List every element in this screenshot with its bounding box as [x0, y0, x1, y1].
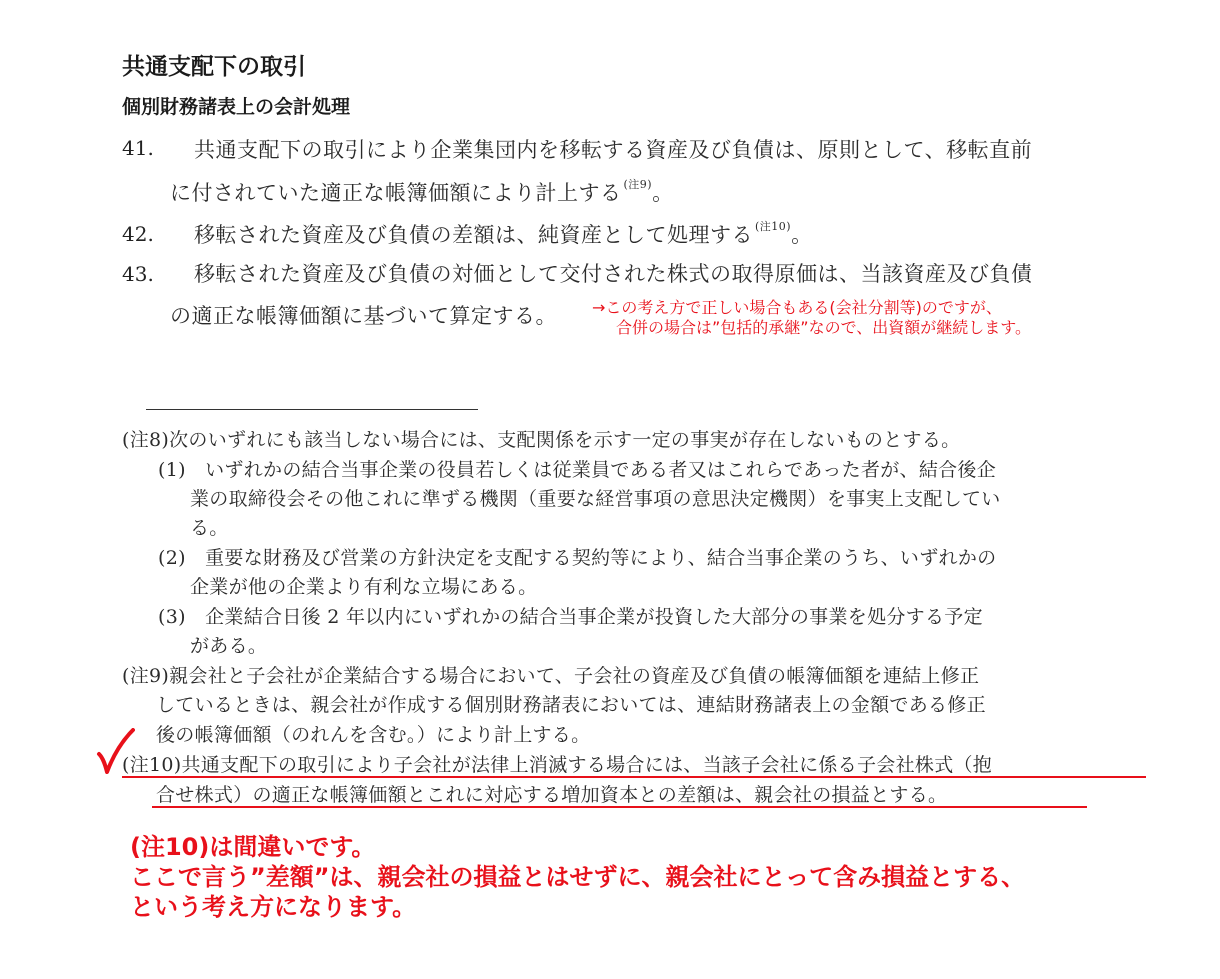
red-underline — [152, 806, 1087, 808]
note-line: (注10)共通支配下の取引により子会社が法律上消滅する場合には、当該子会社に係る子会社株式（抱 — [122, 754, 993, 776]
note-line: 業の取締役会その他これに準ずる機関（重要な経営事項の意思決定機関）を事実上支配してい — [190, 488, 1001, 510]
paragraph-line — [170, 176, 674, 207]
note-line: (注9)親会社と子会社が企業結合する場合において、子会社の資産及び負債の帳簿価額を連結上修正 — [122, 665, 980, 687]
paragraph-number: 43. — [122, 262, 154, 286]
paragraph-number: 41. — [122, 136, 154, 160]
footnote-ref: (注10) — [755, 220, 792, 233]
comment-line: という考え方になります。 — [130, 893, 417, 921]
paragraph-text: 移転された資産及び負債の差額は、純資産として処理する — [194, 223, 753, 247]
note-line: 後の帳簿価額（のれんを含む。）により計上する。 — [156, 724, 591, 746]
paragraph-text: に付されていた適正な帳簿価額により計上する — [170, 181, 622, 205]
section-subtitle: 個別財務諸表上の会計処理 — [122, 96, 351, 118]
note-line: (1) いずれかの結合当事企業の役員若しくは従業員である者又はこれらであった者が、結合後企 — [158, 459, 997, 481]
note-line: しているときは、親会社が作成する個別財務諸表においては、連結財務諸表上の金額である修正 — [156, 694, 986, 716]
paragraph-line: 移転された資産及び負債の対価として交付された株式の取得原価は、当該資産及び負債 — [194, 262, 1033, 286]
period: 。 — [652, 181, 674, 205]
note-line: (注8)次のいずれにも該当しない場合には、支配関係を示す一定の事実が存在しないものとする。 — [122, 429, 961, 451]
red-underline — [122, 776, 1146, 778]
period: 。 — [791, 223, 813, 247]
paragraph-line: 共通支配下の取引により企業集団内を移転する資産及び負債は、原則として、移転直前 — [194, 138, 1033, 162]
footnote-ref: (注9) — [623, 178, 653, 191]
note-line: る。 — [190, 517, 229, 539]
footnote-separator — [146, 409, 478, 410]
annotation-line: →この考え方で正しい場合もある(会社分割等)のですが、 — [592, 298, 1002, 317]
paragraph-line: の適正な帳簿価額に基づいて算定する。 — [170, 304, 557, 328]
paragraph-number: 42. — [122, 222, 154, 246]
comment-line: ここで言う”差額”は、親会社の損益とはせずに、親会社にとって含み損益とする、 — [130, 863, 1026, 891]
section-title: 共通支配下の取引 — [122, 54, 306, 80]
paragraph-line — [194, 218, 813, 249]
annotation-line: 合併の場合は”包括的承継”なので、出資額が継続します。 — [616, 318, 1031, 337]
note-line: 企業が他の企業より有利な立場にある。 — [190, 576, 538, 598]
note-line: がある。 — [190, 635, 268, 657]
note-line: 合せ株式）の適正な帳簿価額とこれに対応する増加資本との差額は、親会社の損益とする。 — [156, 784, 948, 806]
comment-line: (注10)は間違いです。 — [130, 833, 376, 861]
note-line: (3) 企業結合日後 2 年以内にいずれかの結合当事企業が投資した大部分の事業を処分する予定 — [158, 606, 983, 628]
note-line: (2) 重要な財務及び営業の方針決定を支配する契約等により、結合当事企業のうち、いずれかの — [158, 547, 997, 569]
